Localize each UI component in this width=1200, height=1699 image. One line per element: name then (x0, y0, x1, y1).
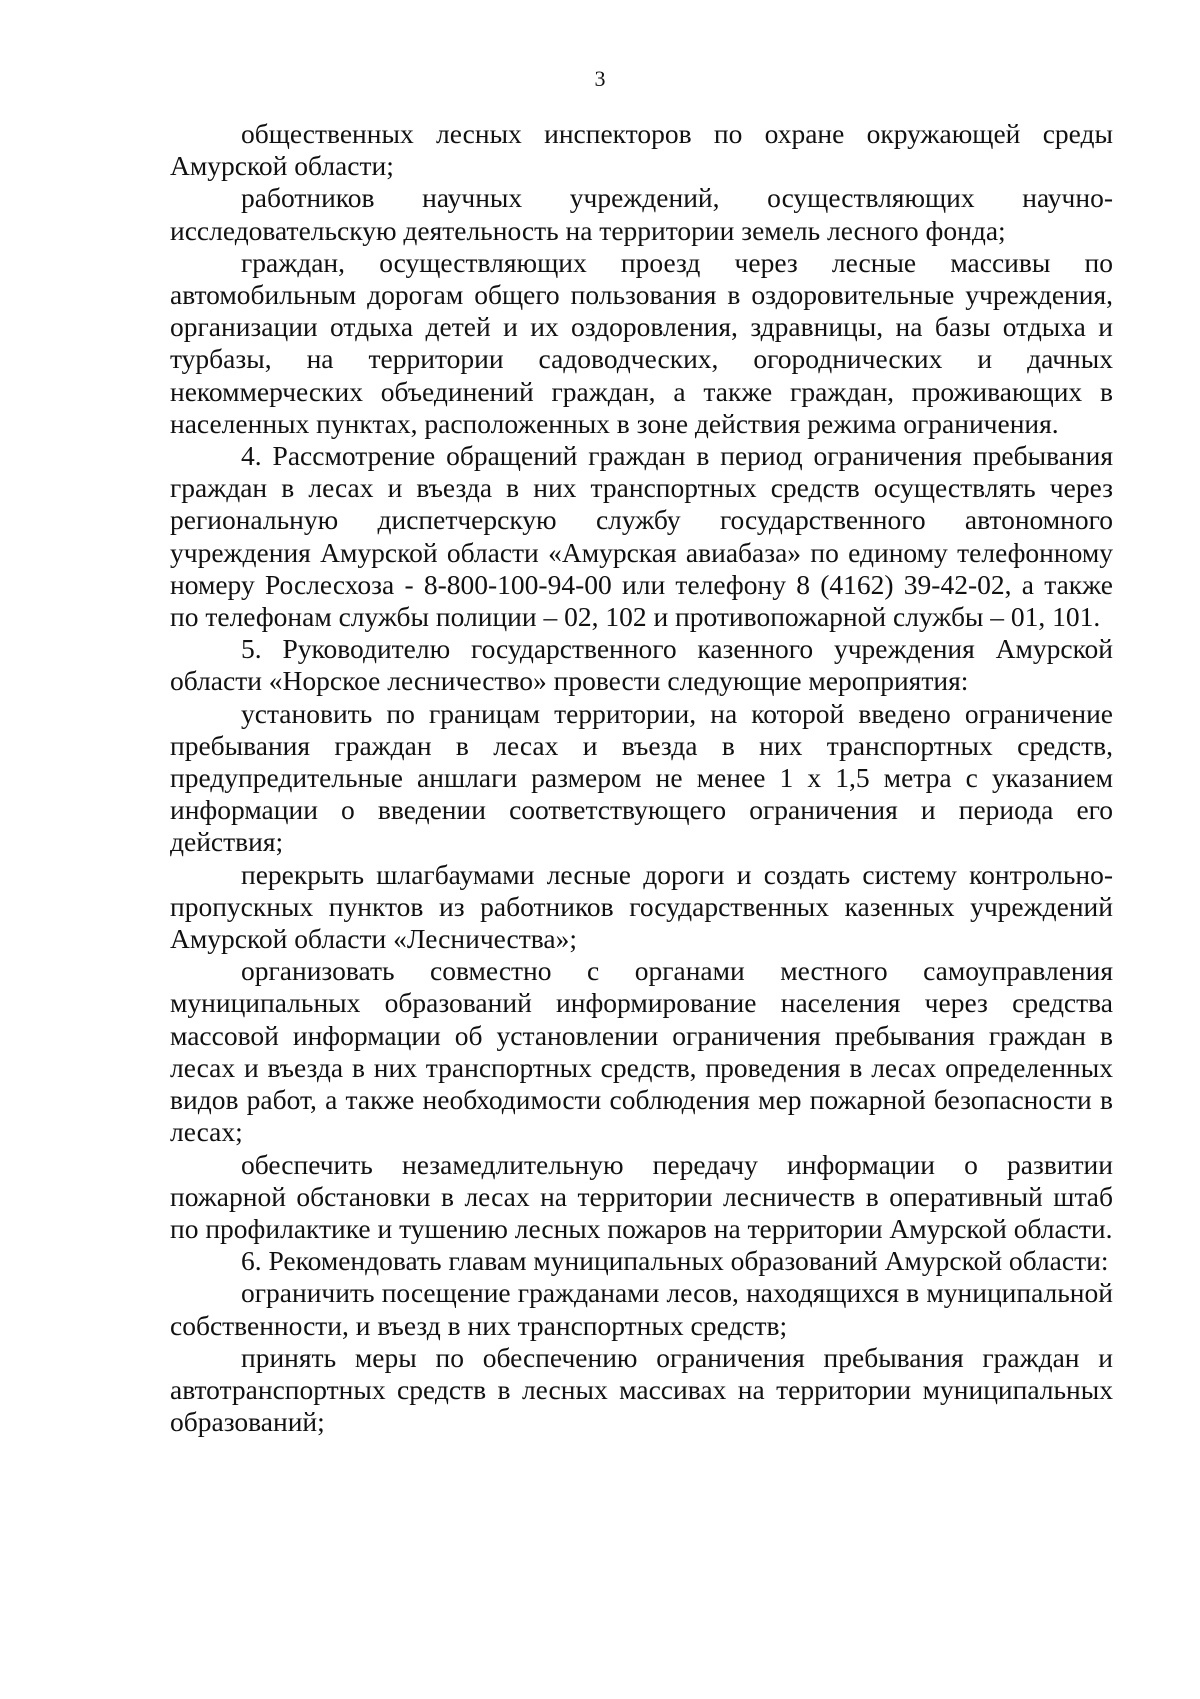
paragraph-5: 5. Руководителю государственного казенного учреждения Амурской области «Норское лесничество» провести следующие мероприятия: (170, 633, 1113, 697)
paragraph-9: обеспечить незамедлительную передачу информации о развитии пожарной обстановки в лесах на территории лесничеств в оперативный штаб по профилактике и тушению лесных пожаров на территории Амурской области. (170, 1148, 1113, 1244)
paragraph-6: установить по границам территории, на которой введено ограничение пребывания граждан в лесах и въезда в них транспортных средств, предупредительные аншлаги размером не менее 1 х 1,5 метра с указанием информации о введении соответствующего ограничения и периода его действия; (170, 697, 1113, 858)
paragraph-4: 4. Рассмотрение обращений граждан в период ограничения пребывания граждан в лесах и въезда в них транспортных средств осуществлять через региональную диспетчерскую службу государственного автономного учреждения Амурской области «Амурская авиабаза» по единому телефонному номеру Рослесхоза - 8-800-100-94-00 или телефону 8 (4162) 39-42-02, а также по телефонам службы полиции – 02, 102 и противопожарной службы – 01, 101. (170, 440, 1113, 633)
paragraph-3: граждан, осуществляющих проезд через лесные массивы по автомобильным дорогам общего пользования в оздоровительные учреждения, организации отдыха детей и их оздоровления, здравницы, на базы отдыха и турбазы, на территории садоводческих, огороднических и дачных некоммерческих объединений граждан, а также граждан, проживающих в населенных пунктах, расположенных в зоне действия режима ограничения. (170, 246, 1113, 439)
paragraph-7: перекрыть шлагбаумами лесные дороги и создать систему контрольно-пропускных пунктов из работников государственных казенных учреждений Амурской области «Лесничества»; (170, 858, 1113, 955)
paragraph-12: принять меры по обеспечению ограничения пребывания граждан и автотранспортных средств в лесных массивах на территории муниципальных образований; (170, 1341, 1113, 1438)
paragraph-10: 6. Рекомендовать главам муниципальных образований Амурской области: (241, 1245, 1109, 1277)
paragraph-2: работников научных учреждений, осуществляющих научно-исследовательскую деятельность на территории земель лесного фонда; (170, 182, 1113, 246)
page-number: 3 (594, 66, 606, 91)
document-body (170, 118, 1113, 1438)
paragraph-8: организовать совместно с органами местного самоуправления муниципальных образований информирование населения через средства массовой информации об установлении ограничения пребывания граждан в лесах и въезда в них транспортных средств, проведения в лесах определенных видов работ, а также необходимости соблюдения мер пожарной безопасности в лесах; (170, 955, 1113, 1148)
paragraph-11: ограничить посещение гражданами лесов, находящихся в муниципальной собственности, и въезд в них транспортных средств; (170, 1277, 1113, 1341)
paragraph-1: общественных лесных инспекторов по охране окружающей среды Амурской области; (170, 118, 1113, 182)
